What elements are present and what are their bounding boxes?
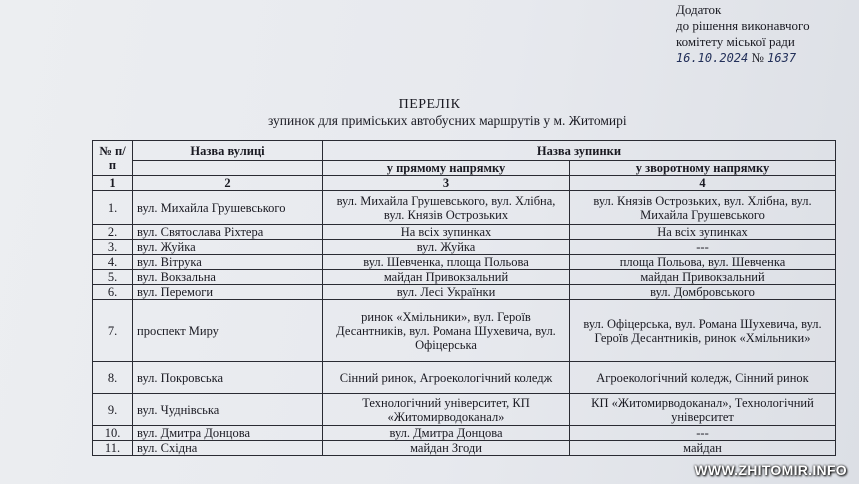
row-street: вул. Вітрука — [133, 255, 323, 270]
stops-table — [92, 140, 836, 456]
header-stop: Назва зупинки — [323, 141, 836, 161]
table-row — [93, 270, 836, 285]
row-forward: майдан Згоди — [323, 441, 570, 456]
col-number: 3 — [323, 176, 570, 191]
row-street: вул. Дмитра Донцова — [133, 426, 323, 441]
row-street: вул. Святослава Ріхтера — [133, 225, 323, 240]
row-forward: вул. Михайла Грушевського, вул. Хлібна, вул. Князів Острозьких — [323, 191, 570, 225]
row-street: вул. Вокзальна — [133, 270, 323, 285]
row-street: вул. Чуднівська — [133, 394, 323, 426]
document-subtitle: зупинок для приміських автобусних маршрутів у м. Житомирі — [268, 113, 627, 128]
handwritten-number: 1637 — [767, 51, 797, 65]
document-title: ПЕРЕЛІК — [398, 97, 461, 112]
addendum-line-1: Додаток — [676, 2, 722, 17]
row-number: 8. — [93, 362, 133, 394]
table-row — [93, 240, 836, 255]
row-reverse: Агроекологічний коледж, Сінний ринок — [570, 362, 836, 394]
row-street: вул. Покровська — [133, 362, 323, 394]
row-street: вул. Жуйка — [133, 240, 323, 255]
row-forward: вул. Дмитра Донцова — [323, 426, 570, 441]
table-row — [93, 394, 836, 426]
table-row — [93, 255, 836, 270]
col-number: 1 — [93, 176, 133, 191]
row-forward: ринок «Хмільники», вул. Героїв Десантників, вул. Романа Шухевича, вул. Офіцерська — [323, 300, 570, 362]
table-row — [93, 225, 836, 240]
row-number: 10. — [93, 426, 133, 441]
handwritten-date: 16.10.2024 — [676, 51, 749, 65]
col-number: 2 — [133, 176, 323, 191]
col-number: 4 — [570, 176, 836, 191]
row-reverse: майдан — [570, 441, 836, 456]
row-number: 7. — [93, 300, 133, 362]
number-label: № — [751, 50, 764, 65]
row-street: проспект Миру — [133, 300, 323, 362]
table-row — [93, 362, 836, 394]
row-reverse: площа Польова, вул. Шевченка — [570, 255, 836, 270]
row-number: 1. — [93, 191, 133, 225]
row-number: 5. — [93, 270, 133, 285]
row-forward: вул. Лесі Українки — [323, 285, 570, 300]
addendum-line-3: комітету міської ради — [676, 34, 795, 49]
table-row — [93, 285, 836, 300]
row-reverse: КП «Житомирводоканал», Технологічний університет — [570, 394, 836, 426]
header-street: Назва вулиці — [133, 141, 323, 161]
table-row — [93, 441, 836, 456]
header-reverse: у зворотному напрямку — [570, 161, 836, 176]
header-forward: у прямому напрямку — [323, 161, 570, 176]
row-reverse: вул. Домбровського — [570, 285, 836, 300]
row-reverse: На всіх зупинках — [570, 225, 836, 240]
row-street: вул. Михайла Грушевського — [133, 191, 323, 225]
row-forward: Сінний ринок, Агроекологічний коледж — [323, 362, 570, 394]
row-reverse: вул. Князів Острозьких, вул. Хлібна, вул. Михайла Грушевського — [570, 191, 836, 225]
table-row — [93, 426, 836, 441]
table-row — [93, 300, 836, 362]
row-forward: На всіх зупинках — [323, 225, 570, 240]
header-num: № п/п — [93, 141, 133, 176]
site-watermark: WWW.ZHITOMIR.INFO — [694, 462, 847, 478]
row-forward: майдан Привокзальний — [323, 270, 570, 285]
row-reverse: майдан Привокзальний — [570, 270, 836, 285]
addendum-date-line — [676, 50, 810, 66]
row-reverse: вул. Офіцерська, вул. Романа Шухевича, вул. Героїв Десантників, ринок «Хмільники» — [570, 300, 836, 362]
row-number: 2. — [93, 225, 133, 240]
row-number: 11. — [93, 441, 133, 456]
row-forward: вул. Жуйка — [323, 240, 570, 255]
table-row — [93, 191, 836, 225]
header-street-empty — [133, 161, 323, 176]
row-number: 9. — [93, 394, 133, 426]
addendum-block — [676, 2, 810, 66]
row-reverse: --- — [570, 240, 836, 255]
column-numbers-row — [93, 176, 836, 191]
table-body — [93, 191, 836, 456]
row-forward: вул. Шевченка, площа Польова — [323, 255, 570, 270]
row-reverse: --- — [570, 426, 836, 441]
row-street: вул. Перемоги — [133, 285, 323, 300]
row-number: 3. — [93, 240, 133, 255]
row-number: 4. — [93, 255, 133, 270]
addendum-line-2: до рішення виконавчого — [676, 18, 810, 33]
row-forward: Технологічний університет, КП «Житомирводоканал» — [323, 394, 570, 426]
row-number: 6. — [93, 285, 133, 300]
row-street: вул. Східна — [133, 441, 323, 456]
table-header — [93, 141, 836, 191]
